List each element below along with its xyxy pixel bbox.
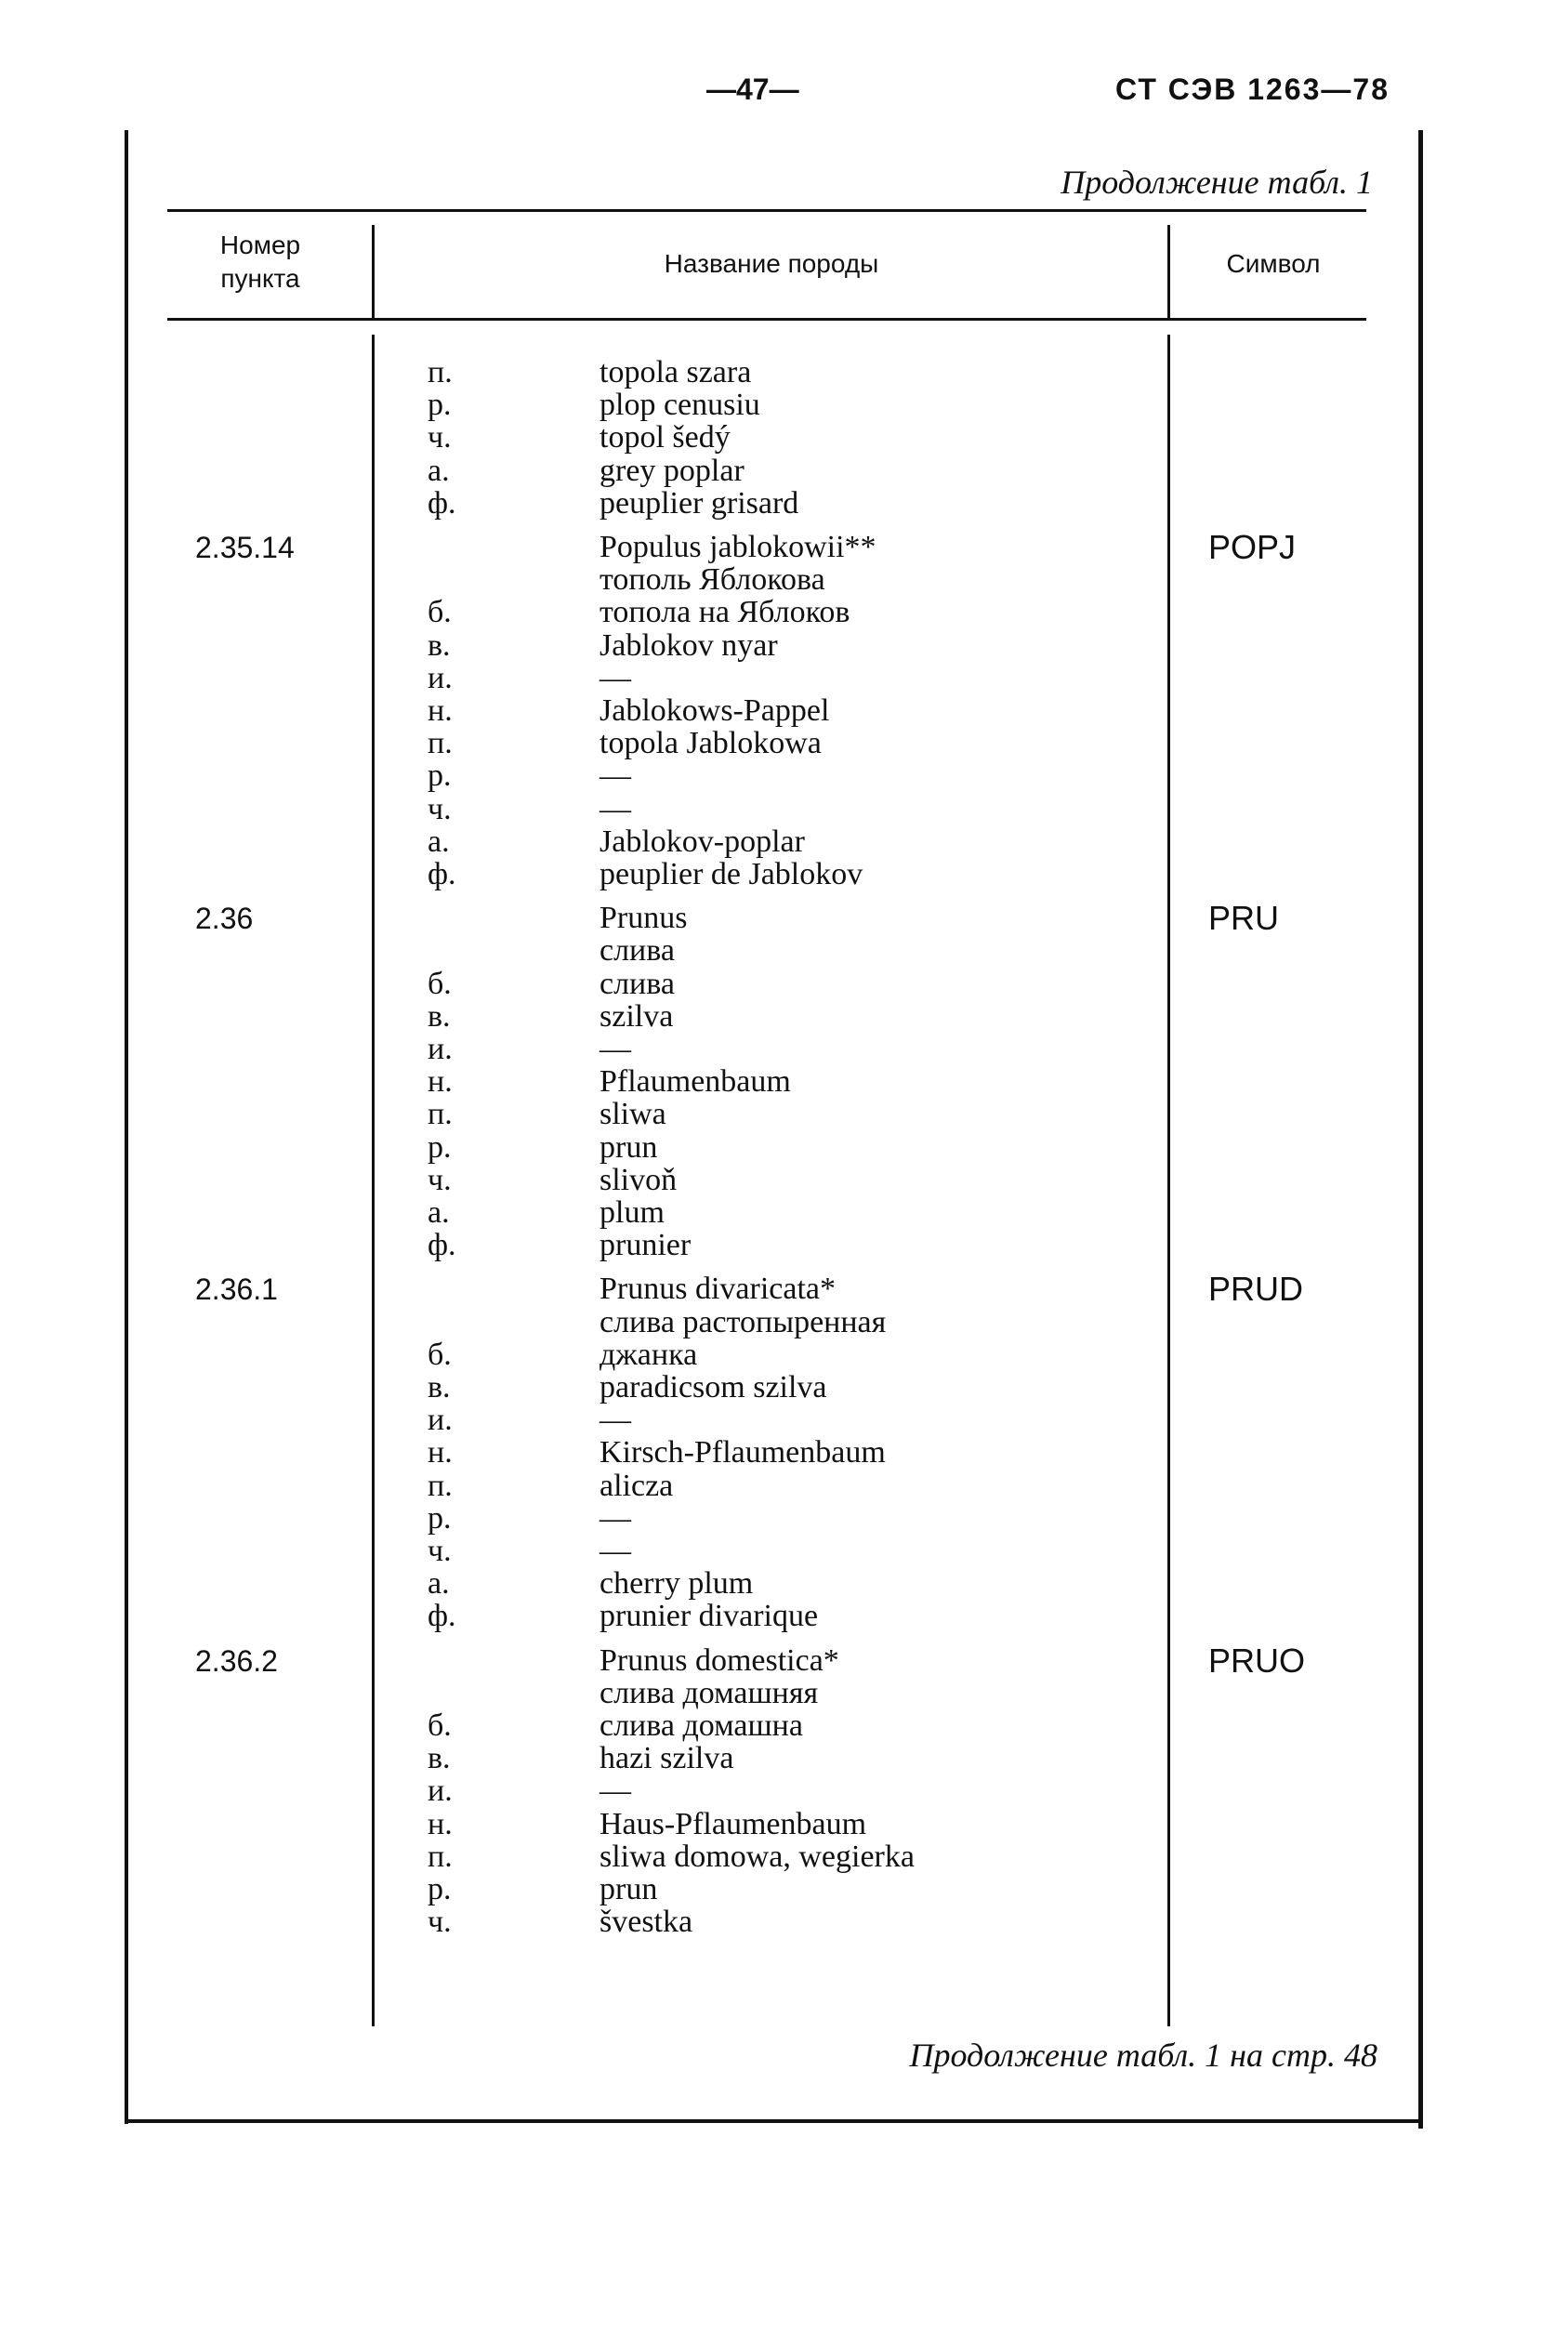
row-species-name: — — [600, 661, 631, 695]
row-species-name: prun — [600, 1130, 658, 1165]
frame-right-border — [1418, 130, 1423, 2129]
row-species-name: — — [600, 758, 631, 793]
row-number — [195, 1873, 344, 1906]
row-language-code: р. — [428, 388, 452, 422]
row-language-code: в. — [428, 628, 451, 663]
row-species-name: peuplier grisard — [600, 486, 799, 521]
row-symbol — [1208, 1338, 1357, 1372]
column-header-number: Номер пункта — [219, 231, 301, 293]
row-number — [195, 759, 344, 793]
row-language-code: ф. — [428, 857, 456, 891]
row-number — [195, 1404, 344, 1437]
row-species-name: Prunus domestica* — [600, 1643, 839, 1678]
row-species-name: Jablokov nyar — [600, 628, 778, 663]
row-symbol — [1208, 1065, 1357, 1099]
row-number — [195, 421, 344, 455]
row-symbol — [1208, 1567, 1357, 1601]
row-symbol — [1208, 629, 1357, 663]
row-symbol — [1208, 1436, 1357, 1470]
row-species-name: слива домашняя — [600, 1676, 819, 1710]
row-symbol — [1208, 1873, 1357, 1906]
row-language-code: н. — [428, 693, 453, 728]
row-species-name: paradicsom szilva — [600, 1370, 827, 1404]
row-species-name: prun — [600, 1872, 658, 1906]
column-header-symbol: Символ — [1226, 249, 1321, 278]
row-language-code: б. — [428, 967, 452, 1001]
row-language-code — [428, 563, 483, 597]
row-symbol — [1208, 858, 1357, 891]
row-symbol — [1208, 1742, 1357, 1775]
header-divider-1 — [372, 225, 375, 318]
row-symbol — [1208, 356, 1357, 389]
row-symbol — [1208, 1229, 1357, 1262]
row-number: 2.36 — [195, 902, 254, 935]
row-species-name: švestka — [600, 1905, 693, 1939]
row-number — [195, 356, 344, 389]
row-symbol — [1208, 1840, 1357, 1874]
row-language-code: ч. — [428, 1534, 452, 1568]
row-language-code: ч. — [428, 420, 452, 455]
row-species-name: topol šedý — [600, 420, 731, 455]
row-number — [195, 858, 344, 891]
row-number: 2.36.2 — [195, 1644, 278, 1678]
body-divider-1 — [372, 335, 375, 2026]
row-language-code: а. — [428, 1566, 450, 1601]
row-species-name: sliwa — [600, 1097, 666, 1131]
row-species-name: Jablokows-Pappel — [600, 693, 830, 728]
row-species-name: slivoň — [600, 1163, 678, 1197]
row-language-code: в. — [428, 1370, 451, 1404]
row-species-name: sliwa domowa, wegierka — [600, 1840, 915, 1874]
row-language-code: р. — [428, 1872, 452, 1906]
row-language-code: в. — [428, 1741, 451, 1775]
row-number — [195, 1098, 344, 1131]
header-divider-2 — [1167, 225, 1170, 318]
row-language-code: ч. — [428, 792, 452, 826]
row-symbol — [1208, 825, 1357, 859]
row-species-name: cherry plum — [600, 1566, 754, 1601]
row-number — [195, 1033, 344, 1066]
row-species-name: Populus jablokowii** — [600, 530, 876, 564]
row-number — [195, 1808, 344, 1841]
row-symbol — [1208, 1470, 1357, 1503]
row-species-name: тополь Яблокова — [600, 562, 825, 597]
body-divider-2 — [1167, 335, 1170, 2026]
row-symbol — [1208, 793, 1357, 826]
row-species-name: Jablokov-poplar — [600, 824, 805, 859]
row-language-code: ф. — [428, 1228, 456, 1262]
row-symbol — [1208, 1709, 1357, 1743]
row-number — [195, 1677, 344, 1710]
row-number — [195, 1164, 344, 1197]
row-language-code — [428, 531, 483, 564]
row-language-code: п. — [428, 1097, 453, 1131]
row-symbol — [1208, 1600, 1357, 1633]
row-number — [195, 596, 344, 629]
row-number — [195, 694, 344, 728]
row-language-code: п. — [428, 1469, 453, 1503]
row-language-code: б. — [428, 595, 452, 629]
row-language-code: н. — [428, 1807, 453, 1841]
row-symbol — [1208, 934, 1357, 968]
row-language-code: р. — [428, 1501, 452, 1536]
row-symbol — [1208, 596, 1357, 629]
row-symbol — [1208, 1774, 1357, 1808]
row-language-code: п. — [428, 1840, 453, 1874]
row-symbol — [1208, 1164, 1357, 1197]
row-number — [195, 1709, 344, 1743]
row-number — [195, 727, 344, 760]
page-number: —47— — [706, 73, 799, 106]
row-language-code: п. — [428, 726, 453, 760]
row-language-code: п. — [428, 355, 453, 389]
row-number — [195, 389, 344, 422]
row-number — [195, 1000, 344, 1034]
frame-left-border — [125, 130, 128, 2124]
row-number — [195, 455, 344, 488]
row-number — [195, 487, 344, 521]
row-symbol: PRU — [1208, 899, 1280, 937]
row-symbol — [1208, 968, 1357, 1001]
row-symbol — [1208, 759, 1357, 793]
row-symbol — [1208, 727, 1357, 760]
row-language-code — [428, 1644, 483, 1678]
row-species-name: prunier divarique — [600, 1599, 819, 1633]
row-symbol — [1208, 455, 1357, 488]
row-language-code — [428, 934, 483, 968]
row-symbol — [1208, 1098, 1357, 1131]
row-number — [195, 968, 344, 1001]
row-species-name: plum — [600, 1195, 665, 1230]
row-species-name: peuplier de Jablokov — [600, 857, 863, 891]
row-language-code — [428, 1306, 483, 1339]
row-number: 2.35.14 — [195, 531, 295, 564]
row-species-name: szilva — [600, 999, 674, 1034]
row-symbol — [1208, 1535, 1357, 1568]
row-number — [195, 1470, 344, 1503]
row-species-name: топола на Яблоков — [600, 595, 850, 629]
row-number — [195, 934, 344, 968]
row-language-code: ч. — [428, 1905, 452, 1939]
row-symbol — [1208, 563, 1357, 597]
frame-bottom-border — [125, 2119, 1423, 2123]
row-language-code — [428, 1677, 483, 1710]
row-symbol — [1208, 421, 1357, 455]
row-species-name: слива домашна — [600, 1708, 803, 1743]
row-language-code — [428, 902, 483, 935]
row-language-code: и. — [428, 661, 453, 695]
row-symbol — [1208, 1306, 1357, 1339]
row-number — [195, 1131, 344, 1165]
row-number — [195, 629, 344, 663]
row-language-code: ч. — [428, 1163, 452, 1197]
row-symbol — [1208, 1677, 1357, 1710]
row-language-code: н. — [428, 1064, 453, 1099]
row-number — [195, 1371, 344, 1404]
row-language-code: р. — [428, 758, 452, 793]
row-symbol — [1208, 389, 1357, 422]
row-symbol — [1208, 1905, 1357, 1939]
row-number — [195, 662, 344, 695]
row-species-name: — — [600, 1501, 631, 1536]
row-symbol: PRUO — [1208, 1642, 1306, 1680]
row-symbol — [1208, 1131, 1357, 1165]
row-symbol — [1208, 1196, 1357, 1230]
table-continuation-label: Продолжение табл. 1 — [1061, 164, 1373, 201]
row-language-code: и. — [428, 1403, 453, 1437]
row-number — [195, 1600, 344, 1633]
row-language-code: н. — [428, 1435, 453, 1470]
standard-code: СТ СЭВ 1263—78 — [1115, 73, 1390, 106]
row-number — [195, 825, 344, 859]
row-species-name: Prunus divaricata* — [600, 1272, 836, 1306]
row-symbol: PRUD — [1208, 1270, 1304, 1308]
row-species-name: topola Jablokowa — [600, 726, 822, 760]
row-language-code: б. — [428, 1338, 452, 1372]
row-symbol — [1208, 1808, 1357, 1841]
row-symbol — [1208, 1371, 1357, 1404]
row-number — [195, 1567, 344, 1601]
row-language-code: б. — [428, 1708, 452, 1743]
row-number — [195, 1229, 344, 1262]
continuation-footer: Продолжение табл. 1 на стр. 48 — [909, 2037, 1377, 2074]
row-number — [195, 1196, 344, 1230]
table-top-rule — [167, 209, 1366, 212]
row-number — [195, 1306, 344, 1339]
row-number — [195, 1338, 344, 1372]
row-species-name: alicza — [600, 1469, 674, 1503]
row-species-name: Haus-Pflaumenbaum — [600, 1807, 867, 1841]
row-species-name: hazi szilva — [600, 1741, 734, 1775]
row-number: 2.36.1 — [195, 1272, 278, 1306]
row-number — [195, 1065, 344, 1099]
row-species-name: grey poplar — [600, 454, 744, 488]
row-species-name: слива — [600, 967, 675, 1001]
row-species-name: — — [600, 1774, 631, 1808]
row-species-name: Pflaumenbaum — [600, 1064, 791, 1099]
row-species-name: topola szara — [600, 355, 752, 389]
row-species-name: Kirsch-Pflaumenbaum — [600, 1435, 886, 1470]
row-species-name: Prunus — [600, 901, 688, 935]
row-species-name: джанка — [600, 1338, 698, 1372]
row-number — [195, 1742, 344, 1775]
row-language-code: а. — [428, 454, 450, 488]
row-language-code: и. — [428, 1774, 453, 1808]
row-language-code: р. — [428, 1130, 452, 1165]
row-symbol — [1208, 694, 1357, 728]
row-language-code: ф. — [428, 486, 456, 521]
row-species-name: — — [600, 1032, 631, 1066]
row-species-name: prunier — [600, 1228, 692, 1262]
row-language-code: ф. — [428, 1599, 456, 1633]
row-species-name: plop cenusiu — [600, 388, 760, 422]
row-language-code: а. — [428, 824, 450, 859]
row-symbol — [1208, 1404, 1357, 1437]
row-number — [195, 1502, 344, 1536]
row-species-name: — — [600, 1534, 631, 1568]
row-species-name: слива — [600, 933, 675, 968]
row-symbol — [1208, 1000, 1357, 1034]
row-language-code: и. — [428, 1032, 453, 1066]
row-symbol — [1208, 1502, 1357, 1536]
table-header-rule — [167, 318, 1366, 321]
row-number — [195, 1905, 344, 1939]
row-symbol — [1208, 487, 1357, 521]
row-number — [195, 1436, 344, 1470]
column-header-name: Название породы — [664, 249, 879, 278]
row-symbol — [1208, 662, 1357, 695]
row-species-name: — — [600, 792, 631, 826]
row-number — [195, 1774, 344, 1808]
row-number — [195, 793, 344, 826]
row-symbol — [1208, 1033, 1357, 1066]
row-species-name: — — [600, 1403, 631, 1437]
row-number — [195, 563, 344, 597]
row-species-name: слива растопыренная — [600, 1305, 887, 1339]
row-language-code — [428, 1272, 483, 1306]
row-number — [195, 1840, 344, 1874]
row-symbol: POPJ — [1208, 528, 1297, 566]
row-language-code: в. — [428, 999, 451, 1034]
row-language-code: а. — [428, 1195, 450, 1230]
row-number — [195, 1535, 344, 1568]
